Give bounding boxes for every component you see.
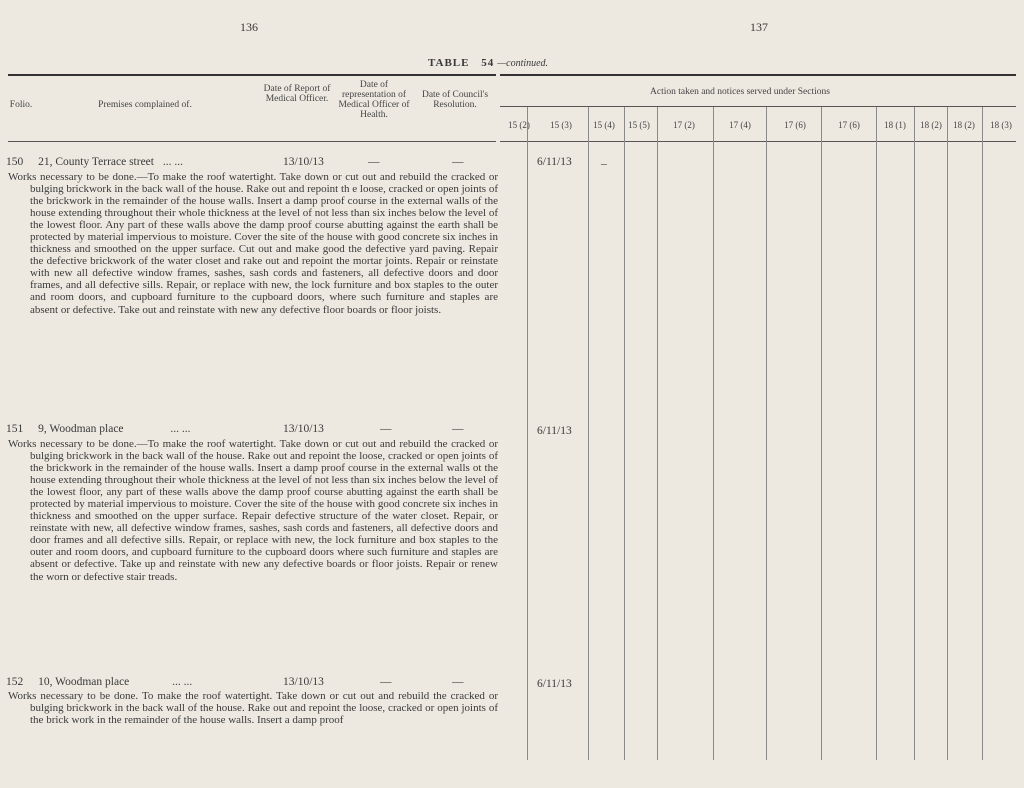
works-text: Works necessary to be done.—To make the roof watertight. Take down or cut out and rebuild the cracked or bulging brickwork in the back wall of the house. Rake out and repoint the loose, cracked or open joints of the brickwork in the remainder of the house walls. Insert a damp proof course in the external walls ot the house extending throughout their whole thickness at the level of not less than six inches below the level of the lowest floor, any part of these walls above the damp proof course abutting against the earth shall be protected by material impervious to moisture. Cover the site of the house with good concrete six inches in thickness and smoothed on the upper surface. Repair defective structure of the water closet. Repair, or reinstate with new, all defective window frames, sashes, sash cords and fasteners, all defective doors and door frames and all defective sills. Repair, or replace with new, the lock furniture and box staples to the outer and room doors, and cupboard furniture to the cupboard doors where such furniture and staples are absent or defective. Take up and reinstate with new any defective boards or floor joists. Repair or renew the worn or defective stair treads. xyxy=(8,438,499,583)
leader-dots: ... ... xyxy=(170,423,191,435)
section-header-6: 17 (4) xyxy=(729,120,751,130)
representation-date: — xyxy=(368,156,380,168)
header-premises: Premises complained of. xyxy=(98,100,192,110)
leader-dots: ... ... xyxy=(162,156,183,168)
representation-date: — xyxy=(380,423,392,435)
section-header-11: 18 (2) xyxy=(953,120,975,130)
column-rule xyxy=(657,107,658,760)
column-rule xyxy=(766,107,767,760)
works-text: Works necessary to be done.—To make the roof watertight. Take down or cut out and rebuild the cracked or bulging brickwork in the back wall of the house. Rake out and repoint th e loose, cracked or open joints of the brickwork in the remainder of the house walls. Insert a damp proof course in the external walls of the house extending throughout their whole thickness at the level of not less than six inches below the level of the lowest floor. Any part of these walls above the damp proof course abutting against the earth shall be protected by material impervious to moisture. Cover the site of the house with good concrete six inches in thickness and smoothed on the upper surface. Cut out and make good the defective yard paving. Repair the defective brickwork of the water closet and rake out and repoint the mortar joints. Repair or reinstate with new all defective window frames, sashes, sash cords and fasteners, all defective doors and door frames, and all defective sills. Repair, or replace with new, the lock furniture and box staples to the outer and room doors, and cupboard furniture to the cupboard doors, where such furniture and staples are absent or defective. Take out and reinstate with new any defective floor boards or floor joists. xyxy=(8,171,499,316)
section-header-8: 17 (6) xyxy=(838,120,860,130)
section-header-4: 15 (5) xyxy=(628,120,650,130)
folio-number: 150 xyxy=(6,156,24,168)
header-date-resolution: Date of Council's Resolution. xyxy=(421,90,489,110)
folio-number: 151 xyxy=(6,423,24,435)
column-rule xyxy=(713,107,714,760)
header-action-group: Action taken and notices served under Sections xyxy=(650,87,830,97)
section-header-10: 18 (2) xyxy=(920,120,942,130)
table-row xyxy=(6,676,192,689)
served-mark-15-4: _ xyxy=(601,154,607,166)
column-rule xyxy=(982,107,983,760)
section-header-1: 15 (2) xyxy=(508,120,530,130)
works-text: Works necessary to be done. To make the roof watertight. Take down or cut out and rebuild the cracked or bulging brickwork in the back wall of the house. Rake out and repoint the loose, cracked or open joints of the brick work in the remainder of the house walls. Insert a damp proof xyxy=(8,690,498,727)
table-row xyxy=(6,423,191,436)
column-rule xyxy=(914,107,915,760)
column-rule xyxy=(947,107,948,760)
table-number: 54 xyxy=(481,57,495,69)
resolution-date: — xyxy=(452,156,464,168)
left-page-number: 136 xyxy=(240,20,258,34)
premises-name: 21, County Terrace street xyxy=(38,156,154,168)
served-date-15-3: 6/11/13 xyxy=(537,678,572,690)
header-date-report: Date of Report of Medical Officer. xyxy=(263,84,331,104)
table-row xyxy=(6,156,183,169)
column-rule xyxy=(624,107,625,760)
table-continued: —continued. xyxy=(497,58,549,69)
resolution-date: — xyxy=(452,676,464,688)
header-top-rule-left xyxy=(8,74,496,76)
served-date-15-3: 6/11/13 xyxy=(537,425,572,437)
section-header-7: 17 (6) xyxy=(784,120,806,130)
folio-number: 152 xyxy=(6,676,24,688)
header-folio: Folio. xyxy=(9,100,33,110)
column-rule xyxy=(527,107,528,760)
right-page-number: 137 xyxy=(750,20,768,34)
column-rule xyxy=(876,107,877,760)
report-date: 13/10/13 xyxy=(283,423,324,435)
section-header-9: 18 (1) xyxy=(884,120,906,130)
resolution-date: — xyxy=(452,423,464,435)
table-title-label: TABLE xyxy=(428,57,470,69)
header-bottom-rule-left xyxy=(8,141,496,142)
works-description xyxy=(8,690,498,726)
header-top-rule-right xyxy=(500,74,1016,76)
section-header-2: 15 (3) xyxy=(550,120,572,130)
representation-date: — xyxy=(380,676,392,688)
works-description xyxy=(8,171,498,316)
section-header-12: 18 (3) xyxy=(990,120,1012,130)
report-date: 13/10/13 xyxy=(283,676,324,688)
report-date: 13/10/13 xyxy=(283,156,324,168)
premises-name: 9, Woodman place xyxy=(38,423,124,435)
section-header-5: 17 (2) xyxy=(673,120,695,130)
table-title xyxy=(428,57,548,69)
leader-dots: ... ... xyxy=(172,676,193,688)
column-rule xyxy=(821,107,822,760)
header-bottom-rule-right xyxy=(500,141,1016,142)
section-group-rule xyxy=(500,106,1016,107)
premises-name: 10, Woodman place xyxy=(38,676,130,688)
header-date-representation: Date of representation of Medical Officer of Health. xyxy=(338,80,410,120)
works-description xyxy=(8,438,498,583)
served-date-15-3: 6/11/13 xyxy=(537,156,572,168)
section-header-3: 15 (4) xyxy=(593,120,615,130)
column-rule xyxy=(588,107,589,760)
